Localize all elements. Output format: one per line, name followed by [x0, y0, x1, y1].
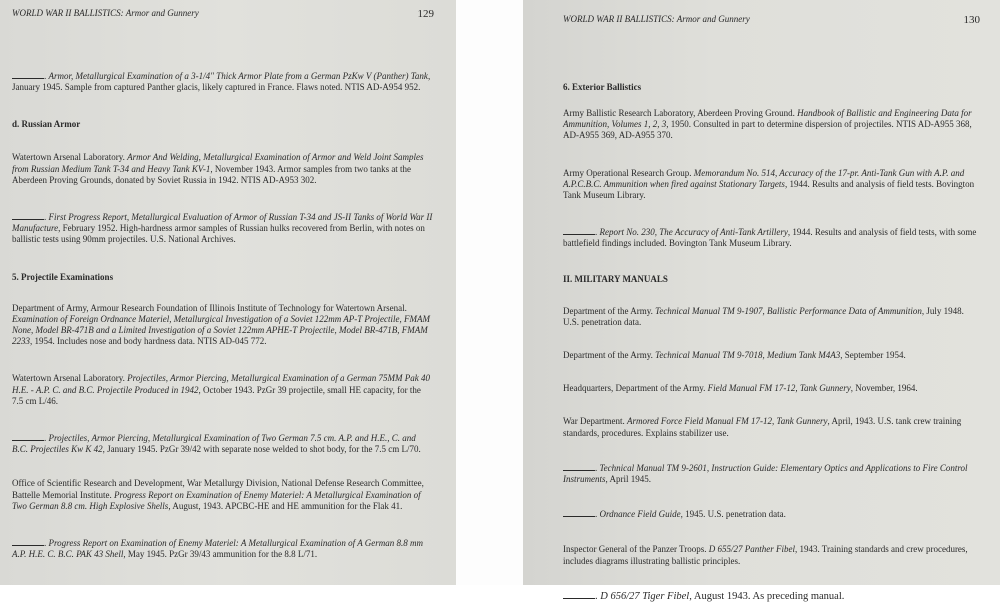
entry-text: Army Ballistic Research Laboratory, Aberdeen Proving Ground.: [563, 108, 798, 118]
entry-title: Armor And Welding, Metallurgical Examination of Armor and Weld Joint Samples from Russian Medium Tank T-34 and Heavy Tank KV-1: [12, 152, 424, 174]
bibliography-entry: [563, 350, 980, 361]
left-page: [0, 0, 456, 585]
bibliography-entry: [12, 478, 434, 512]
entry-title: Field Manual FM 17-12, Tank Gunnery: [707, 383, 851, 394]
entry-title: Progress Report on Examination of Enemy Materiel: A Metallurgical Examination of Two German 8.8 cm. High Explosive Shells: [12, 489, 421, 511]
entry-text: , August, 1943. APCBC-HE and HE ammunition for the Flak 41.: [168, 500, 403, 511]
entry-title: Progress Report on Examination of Enemy Materiel: A Metallurgical Examination of A German 8.8 mm A.P. H.E. C. B.C. PAK 43 Shell: [12, 538, 424, 560]
bibliography-entry: [563, 416, 980, 438]
ditto-rule: [12, 538, 44, 546]
entry-text: Department of the Army.: [563, 350, 656, 361]
section-heading: d. Russian Armor: [12, 119, 81, 130]
entry-text: , 1943. Training standards and crew procedures, includes diagrams illustrating ballistic principles.: [563, 544, 968, 566]
page-header: [563, 14, 980, 30]
bibliography-entry: [563, 544, 980, 566]
entry-text: , April, 1943. U.S. tank crew training standards, procedures. Explains stabilizer use.: [563, 416, 962, 438]
section-heading: 5. Projectile Examinations: [12, 271, 114, 282]
ditto-rule: [563, 509, 595, 517]
entry-text: Department of the Army.: [563, 305, 656, 316]
page-header: [12, 8, 434, 24]
entry-text: , April 1945.: [605, 474, 652, 485]
entry-title: Projectiles, Armor Piercing, Metallurgical Examination of a German 75MM Pak 40 H.E. - A.P. C. and B.C. Projectile Produced in 1942: [12, 373, 430, 395]
page-number: 129: [417, 8, 434, 20]
page-number: 130: [963, 14, 980, 26]
bibliography-entry: . First Progress Report, Metallurgical Evaluation of Armor of Russian T-34 and JS-II Tanks of World War II Manufacture, February 1952. High-hardness armor samples of Russian hulks recovered from Berlin, with notes on ballistic tests using 90mm projectiles. U.S. National Archives.: [12, 212, 433, 245]
bibliography-entry: . Report No. 230, The Accuracy of Anti-Tank Artillery, 1944. Results and analysis of field tests, with some battlefield findings included. Bovington Tank Museum Library.: [563, 227, 977, 249]
entry-text: Department of Army, Armour Research Foundation of Illinois Institute of Technology for Watertown Arsenal.: [12, 302, 407, 313]
bibliography-entry: . Technical Manual TM 9-2601, Instruction Guide: Elementary Optics and Applications to Fire Control Instruments, April 1945.: [563, 462, 968, 485]
bibliography-entry: [12, 373, 434, 407]
entry-title: Technical Manual TM 9-2601, Instruction Guide: Elementary Optics and Applications to Fire Control Instruments: [563, 462, 968, 485]
ditto-rule: [12, 433, 44, 441]
ditto-rule: [563, 227, 595, 235]
entry-text: , July 1948. U.S. penetration data.: [563, 305, 964, 327]
ditto-rule: [563, 591, 595, 599]
entry-text: , 1945. U.S. penetration data.: [680, 509, 786, 520]
entry-text: , November 1943. Armor samples from two tanks at the Aberdeen Proving Grounds, donated by Soviet Russia in 1942. NTIS AD-A953 302.: [12, 163, 412, 185]
entry-text: , 1954. Includes nose and body hardness data. NTIS AD-045 772.: [30, 336, 267, 347]
page-gutter: [456, 0, 523, 585]
bibliography-entry: . Projectiles, Armor Piercing, Metallurgical Examination of Two German 7.5 cm. A.P. and H.E., C. and B.C. Projectiles Kw K 42, January 1945. PzGr 39/42 with separate nose welded to shot body, for the 7.5 cm L/70.: [12, 433, 421, 455]
entry-text: , October 1943. PzGr 39 projectile, small HE capacity, for the 7.5 cm L/46.: [12, 384, 421, 406]
bibliography-entry: . Armor, Metallurgical Examination of a 3-1/4" Thick Armor Plate from a German PzKw V (Panther) Tank, January 1945. Sample from captured Panther glacis, likely captured in France. Flaws noted. NTIS AD-A954 952.: [12, 71, 431, 93]
entry-title: Handbook of Ballistic and Engineering Data for Ammunition, Volumes 1, 2, 3: [563, 108, 972, 130]
entry-text: , 1944. Results and analysis of field tests, with some battlefield findings included. Bovington Tank Museum Library.: [563, 227, 977, 249]
page-body: [563, 82, 980, 602]
entry-title: Projectiles, Armor Piercing, Metallurgical Examination of Two German 7.5 cm. A.P. and H.E., C. and B.C. Projectiles Kw K 42: [12, 433, 416, 455]
entry-text: , January 1945. PzGr 39/42 with separate nose welded to shot body, for the 7.5 cm L/70.: [102, 444, 421, 455]
bibliography-entry: [563, 383, 980, 394]
section-heading: II. MILITARY MANUALS: [563, 273, 668, 284]
entry-text: , September 1954.: [840, 350, 906, 361]
entry-text: Watertown Arsenal Laboratory.: [12, 373, 128, 384]
entry-title: D 655/27 Panther Fibel: [708, 544, 795, 555]
ditto-rule: [563, 463, 595, 471]
ditto-rule: [12, 71, 44, 79]
running-title: WORLD WAR II BALLISTICS: Armor and Gunnery: [563, 14, 750, 24]
bibliography-entry: [12, 303, 434, 348]
entry-title: Examination of Foreign Ordnance Materiel, Metallurgical Investigation of a Soviet 122mm AP-T Projectile, FMAM None, Model BR-471B and a Limited Investigation of a Soviet 122mm APHE-T Projectile, Model BR-471B, FMAM 2233: [12, 313, 431, 347]
entry-text: , 1944. Results and analysis of field tests. Bovington Tank Museum Library.: [563, 178, 975, 201]
page-body: [12, 71, 434, 560]
entry-text: Watertown Arsenal Laboratory.: [12, 152, 128, 163]
entry-title: Report No. 230, The Accuracy of Anti-Tank Artillery: [599, 227, 788, 238]
entry-title: D 656/27 Tiger Fibel: [600, 590, 690, 602]
bibliography-entry: [563, 108, 980, 142]
ditto-rule: [12, 212, 44, 220]
bibliography-entry: . D 656/27 Tiger Fibel, August 1943. As preceding manual.: [563, 591, 980, 602]
right-page: [523, 0, 1000, 602]
entry-text: Inspector General of the Panzer Troops.: [563, 544, 709, 555]
entry-title: Technical Manual TM 9-7018, Medium Tank M4A3: [655, 350, 841, 361]
entry-text: , February 1952. High-hardness armor samples of Russian hulks recovered from Berlin, with notes on ballistic tests using 90mm projectiles. U.S. National Archives.: [12, 223, 425, 245]
entry-text: Army Operational Research Group.: [563, 167, 694, 178]
entry-title: Technical Manual TM 9-1907, Ballistic Performance Data of Ammunition: [655, 305, 922, 316]
entry-title: Armored Force Field Manual FM 17-12, Tank Gunnery: [627, 416, 828, 427]
entry-text: , January 1945. Sample from captured Panther glacis, likely captured in France. Flaws noted. NTIS AD-A954 952.: [12, 71, 431, 93]
entry-text: , August 1943. As preceding manual.: [689, 590, 845, 602]
entry-text: War Department.: [563, 416, 627, 427]
entry-text: Headquarters, Department of the Army.: [563, 383, 708, 394]
bibliography-entry: [563, 306, 980, 328]
entry-text: Office of Scientific Research and Development, War Metallurgy Division, National Defense Research Committee, Battelle Memorial Institute.: [12, 478, 424, 500]
bibliography-entry: . Progress Report on Examination of Enemy Materiel: A Metallurgical Examination of A German 8.8 mm A.P. H.E. C. B.C. PAK 43 Shell, May 1945. PzGr 39/43 ammunition for the 8.8 L/71.: [12, 538, 424, 560]
entry-title: Ordnance Field Guide: [599, 509, 681, 520]
running-title: WORLD WAR II BALLISTICS: Armor and Gunnery: [12, 8, 199, 18]
entry-text: , 1950. Consulted in part to determine dispersion of projectiles. NTIS AD-A955 368, AD-A955 369, AD-A955 370.: [563, 119, 972, 141]
bibliography-entry: . Ordnance Field Guide, 1945. U.S. penetration data.: [563, 509, 980, 520]
bibliography-entry: [563, 168, 980, 202]
entry-title: Memorandum No. 514, Accuracy of the 17-pr. Anti-Tank Gun with A.P. and A.P.C.B.C. Ammunition when fired against Stationary Targets: [563, 167, 965, 189]
entry-title: First Progress Report, Metallurgical Evaluation of Armor of Russian T-34 and JS-II Tanks of World War II Manufacture: [12, 212, 433, 234]
entry-title: Armor, Metallurgical Examination of a 3-1/4" Thick Armor Plate from a German PzKw V (Panther) Tank: [48, 71, 428, 81]
bibliography-entry: [12, 152, 434, 186]
entry-text: , May 1945. PzGr 39/43 ammunition for the 8.8 L/71.: [123, 549, 318, 560]
section-heading: 6. Exterior Ballistics: [563, 82, 642, 92]
entry-text: , November, 1964.: [850, 383, 918, 394]
